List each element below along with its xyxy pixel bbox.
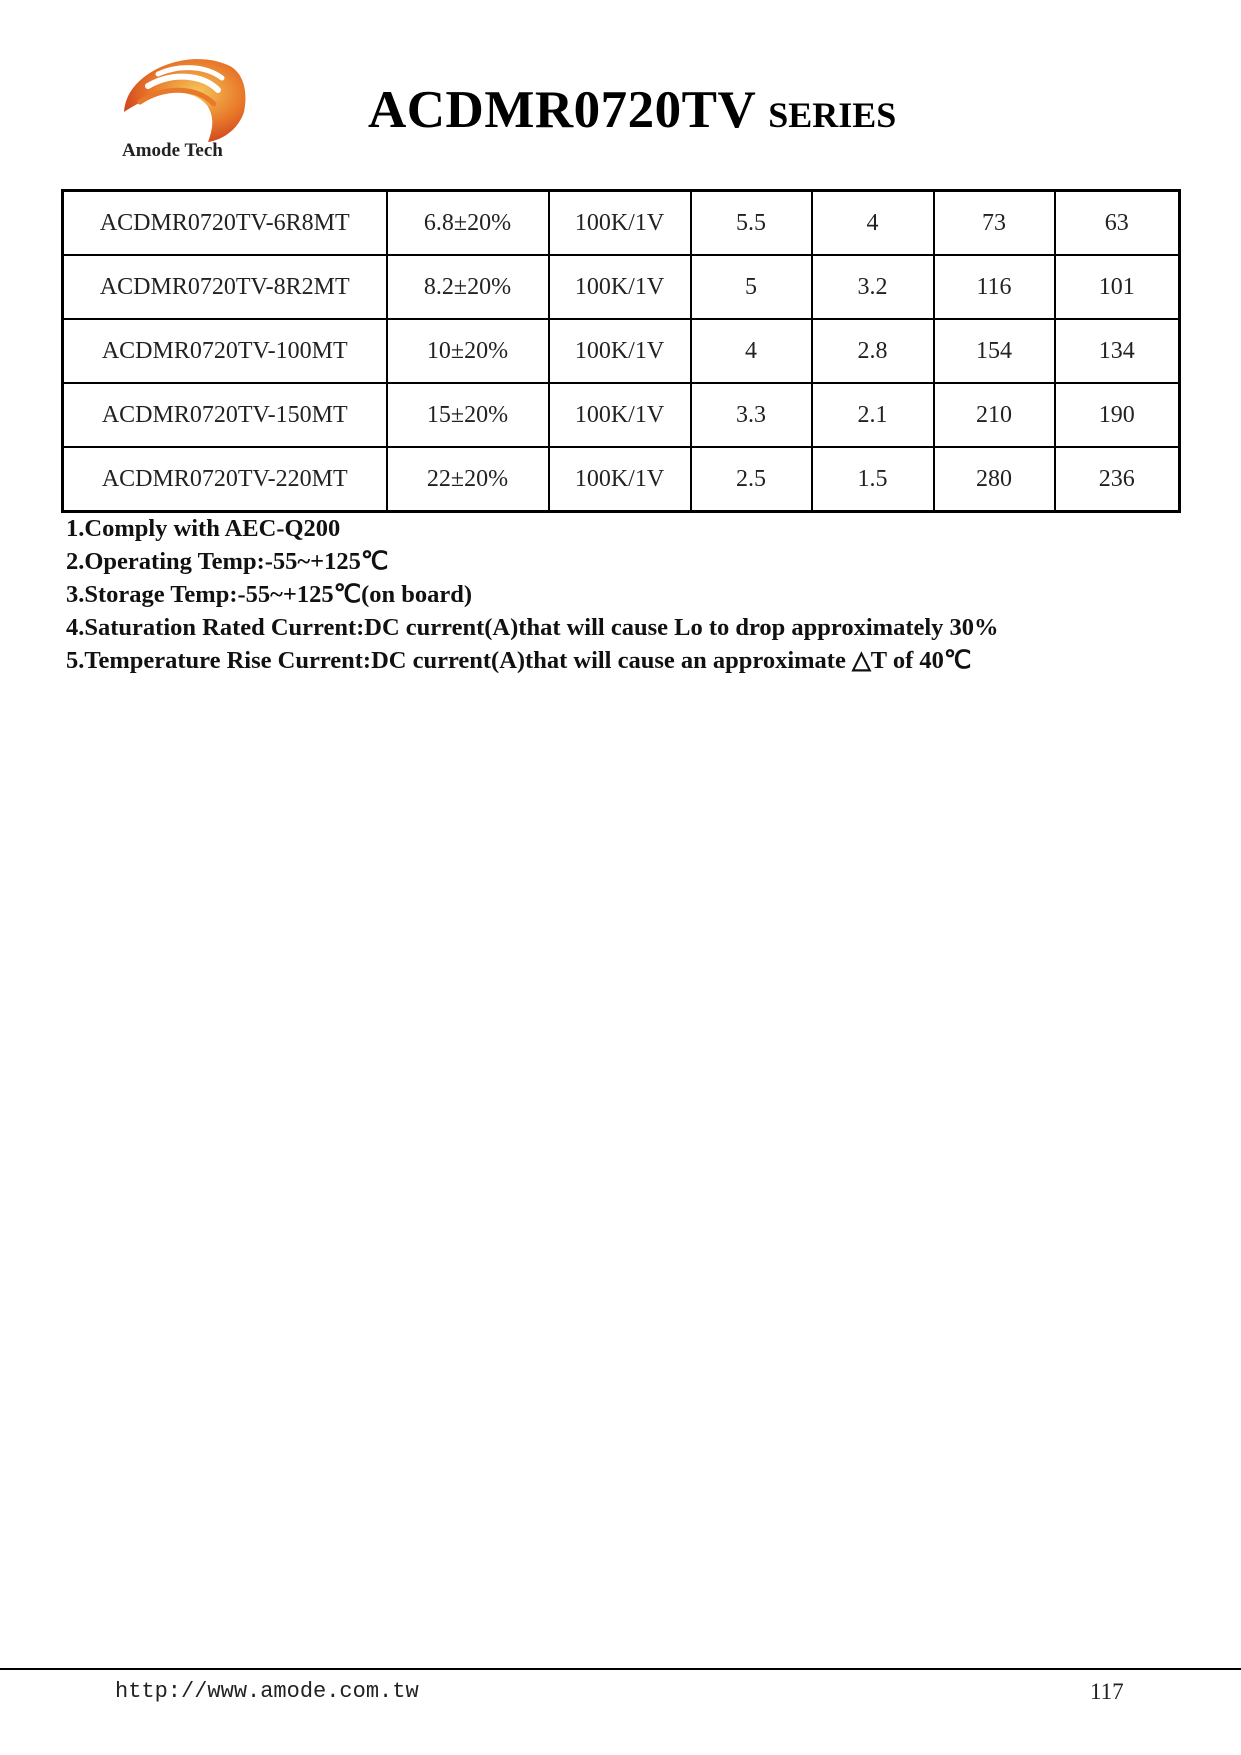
table-cell: 10±20% <box>387 319 549 383</box>
table-cell: 8.2±20% <box>387 255 549 319</box>
table-cell: 3.2 <box>812 255 934 319</box>
series-name: ACDMR0720TV <box>368 81 757 139</box>
note-item: 2.Operating Temp:-55~+125℃ <box>66 548 389 575</box>
part-number-cell: ACDMR0720TV-100MT <box>63 319 387 383</box>
table-cell: 154 <box>934 319 1055 383</box>
table-row <box>63 255 1180 319</box>
spec-table <box>61 189 1181 513</box>
part-number-cell: ACDMR0720TV-150MT <box>63 383 387 447</box>
table-cell: 4 <box>691 319 812 383</box>
notes-list <box>66 512 999 677</box>
table-cell: 2.5 <box>691 447 812 512</box>
spec-table-body <box>63 191 1180 512</box>
footer-url: http://www.amode.com.tw <box>115 1679 419 1704</box>
table-row <box>63 383 1180 447</box>
table-cell: 101 <box>1055 255 1180 319</box>
table-row <box>63 319 1180 383</box>
table-cell: 4 <box>812 191 934 256</box>
table-cell: 5 <box>691 255 812 319</box>
table-cell: 6.8±20% <box>387 191 549 256</box>
table-cell: 210 <box>934 383 1055 447</box>
table-cell: 5.5 <box>691 191 812 256</box>
series-suffix: SERIES <box>768 95 897 135</box>
table-cell: 100K/1V <box>549 447 691 512</box>
part-number-cell: ACDMR0720TV-6R8MT <box>63 191 387 256</box>
page-number: 117 <box>1090 1679 1124 1704</box>
part-number-cell: ACDMR0720TV-8R2MT <box>63 255 387 319</box>
company-logo <box>118 52 258 164</box>
table-cell: 280 <box>934 447 1055 512</box>
note-item: 1.Comply with AEC-Q200 <box>66 515 341 542</box>
table-cell: 116 <box>934 255 1055 319</box>
note-item: 5.Temperature Rise Current:DC current(A)that will cause an approximate △T of 40℃ <box>66 647 972 674</box>
table-cell: 73 <box>934 191 1055 256</box>
footer-divider <box>0 1668 1241 1670</box>
table-row <box>63 447 1180 512</box>
table-cell: 2.8 <box>812 319 934 383</box>
table-cell: 63 <box>1055 191 1180 256</box>
note-item: 3.Storage Temp:-55~+125℃(on board) <box>66 581 473 608</box>
table-cell: 134 <box>1055 319 1180 383</box>
table-cell: 100K/1V <box>549 319 691 383</box>
logo-text: Amode Tech <box>122 140 223 161</box>
table-row <box>63 191 1180 256</box>
table-cell: 190 <box>1055 383 1180 447</box>
table-cell: 22±20% <box>387 447 549 512</box>
table-cell: 1.5 <box>812 447 934 512</box>
amode-tech-logo-icon <box>118 52 250 144</box>
table-cell: 100K/1V <box>549 383 691 447</box>
table-cell: 2.1 <box>812 383 934 447</box>
page-title <box>368 80 896 140</box>
table-cell: 3.3 <box>691 383 812 447</box>
part-number-cell: ACDMR0720TV-220MT <box>63 447 387 512</box>
table-cell: 100K/1V <box>549 191 691 256</box>
table-cell: 100K/1V <box>549 255 691 319</box>
table-cell: 236 <box>1055 447 1180 512</box>
table-cell: 15±20% <box>387 383 549 447</box>
note-item: 4.Saturation Rated Current:DC current(A)that will cause Lo to drop approximately 30% <box>66 614 999 641</box>
